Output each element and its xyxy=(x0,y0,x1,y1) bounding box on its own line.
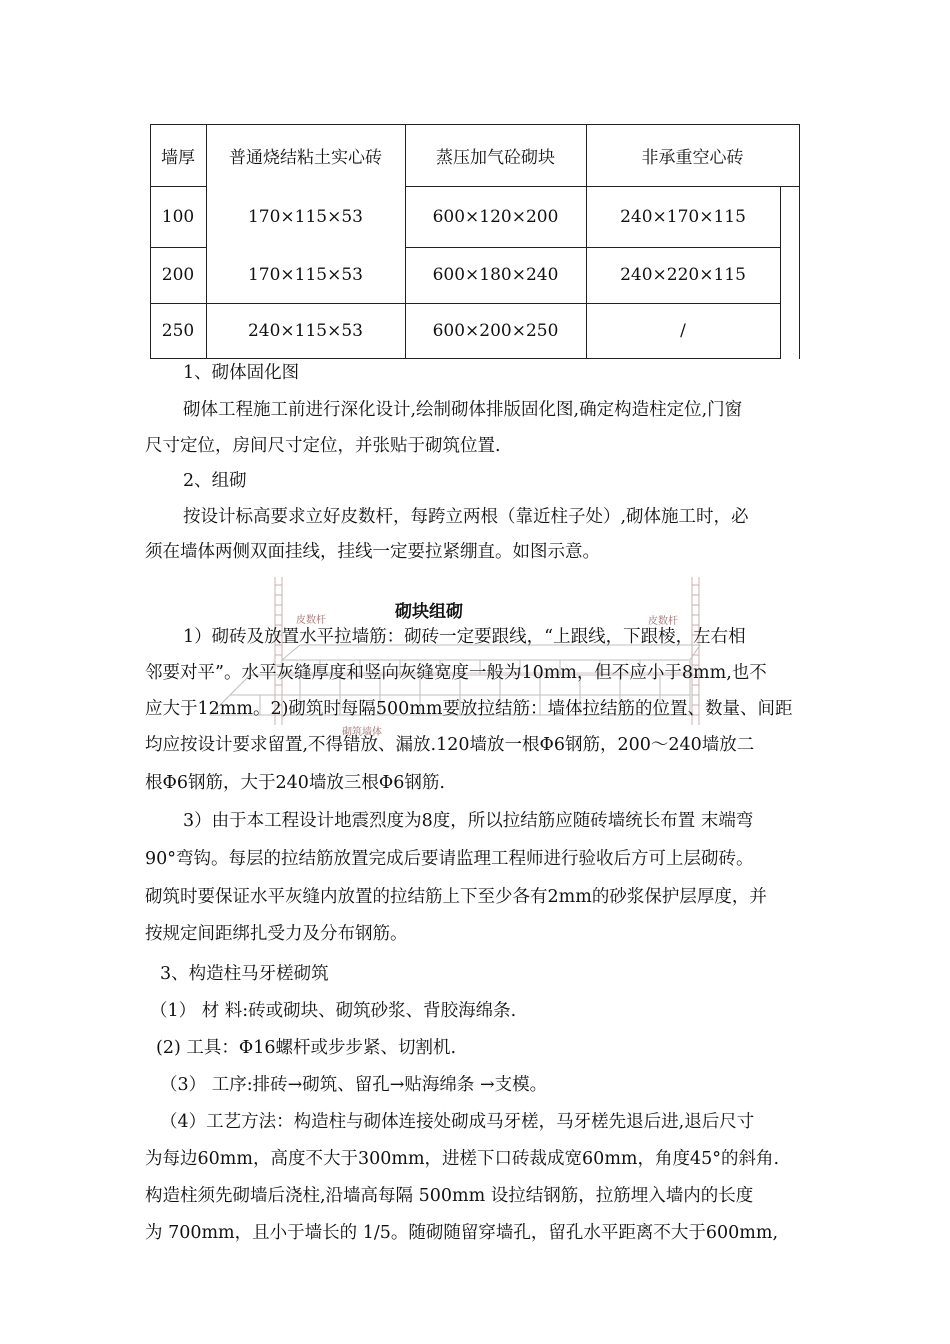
paragraph-line: 3）由于本工程设计地震烈度为8度，所以拉结筋应随砖墙统长布置 末端弯 xyxy=(183,811,754,831)
wall-label: 砌筑墙体 xyxy=(342,727,382,738)
section-heading: 1、砌体固化图 xyxy=(183,363,300,383)
table-cell: 600×180×240 xyxy=(432,265,559,285)
paragraph-line: 根Φ6钢筋，大于240墙放三根Φ6钢筋. xyxy=(145,773,445,793)
paragraph-line: 1）砌砖及放置水平拉墙筋：砌砖一定要跟线，“上跟线，下跟棱，左右相 xyxy=(183,627,746,647)
table-cell: 240×170×115 xyxy=(620,206,746,227)
paragraph-line: 均应按设计要求留置,不得错放、漏放.120墙放一根Φ6钢筋，200～240墙放二 xyxy=(145,735,755,755)
paragraph-line: 砌筑时要保证水平灰缝内放置的拉结筋上下至少各有2mm的砂浆保护层厚度，并 xyxy=(145,887,767,907)
list-item: (2) 工具：Φ16螺杆或步步紧、切割机. xyxy=(156,1038,457,1058)
gauge-rod-label-right: 皮数杆 xyxy=(648,616,678,627)
section-heading: 3、构造柱马牙槎砌筑 xyxy=(160,964,329,984)
table-cell: 240×220×115 xyxy=(620,265,746,285)
list-item: （1） 材 料:砖或砌块、砌筑砂浆、背胶海绵条. xyxy=(150,1001,517,1021)
paragraph-line: 须在墙体两侧双面挂线，挂线一定要拉紧绷直。如图示意。 xyxy=(145,542,600,562)
paragraph-line: 尺寸定位，房间尺寸定位，并张贴于砌筑位置. xyxy=(145,436,501,456)
table-cell: 600×120×200 xyxy=(432,206,559,227)
header-wall-thickness: 墙厚 xyxy=(161,147,195,168)
header-hollow-brick: 非承重空心砖 xyxy=(641,147,744,168)
table-cell: 170×115×53 xyxy=(247,206,363,227)
table-cell: 200 xyxy=(161,265,195,285)
table-cell: 250 xyxy=(161,320,195,341)
paragraph-line: 应大于12mm。2)砌筑时每隔500mm要放拉结筋：墙体拉结筋的位置、数量、间距 xyxy=(145,699,793,719)
table-cell: 170×115×53 xyxy=(247,265,363,285)
table-cell: 240×115×53 xyxy=(247,320,363,341)
header-clay-brick: 普通烧结粘土实心砖 xyxy=(229,147,382,168)
paragraph-line: 邻要对平”。水平灰缝厚度和竖向灰缝宽度一般为10mm，但不应小于8mm,也不 xyxy=(145,663,767,683)
paragraph-line: 为 700mm，且小于墙长的 1/5。随砌随留穿墙孔，留孔水平距离不大于600mm, xyxy=(145,1223,779,1243)
list-item: （4）工艺方法：构造柱与砌体连接处砌成马牙槎，马牙槎先退后进,退后尺寸 xyxy=(160,1112,755,1132)
paragraph-line: 砌体工程施工前进行深化设计,绘制砌体排版固化图,确定构造柱定位,门窗 xyxy=(183,400,743,420)
table-cell: / xyxy=(680,320,686,341)
paragraph-line: 90°弯钩。每层的拉结筋放置完成后要请监理工程师进行验收后方可上层砌砖。 xyxy=(145,849,754,869)
section-heading: 2、组砌 xyxy=(183,471,247,491)
table-cell: 600×200×250 xyxy=(432,320,559,341)
paragraph-line: 按设计标高要求立好皮数杆，每跨立两根（靠近柱子处）,砌体施工时，必 xyxy=(183,507,749,527)
list-item: （3） 工序:排砖→砌筑、留孔→贴海绵条 →支模。 xyxy=(160,1075,548,1095)
paragraph-line: 按规定间距绑扎受力及分布钢筋。 xyxy=(145,924,408,944)
figure-title: 砌块组砌 xyxy=(395,602,463,622)
paragraph-line: 为每边60mm，高度不大于300mm，进槎下口砖裁成宽60mm，角度45°的斜角. xyxy=(145,1149,780,1169)
table-cell: 100 xyxy=(161,206,195,227)
header-aerated-block: 蒸压加气砼砌块 xyxy=(436,147,555,168)
brick-size-table xyxy=(0,0,950,370)
gauge-rod-label-left: 皮数杆 xyxy=(296,615,326,626)
paragraph-line: 构造柱须先砌墙后浇柱,沿墙高每隔 500mm 设拉结钢筋，拉筋埋入墙内的长度 xyxy=(145,1186,754,1206)
